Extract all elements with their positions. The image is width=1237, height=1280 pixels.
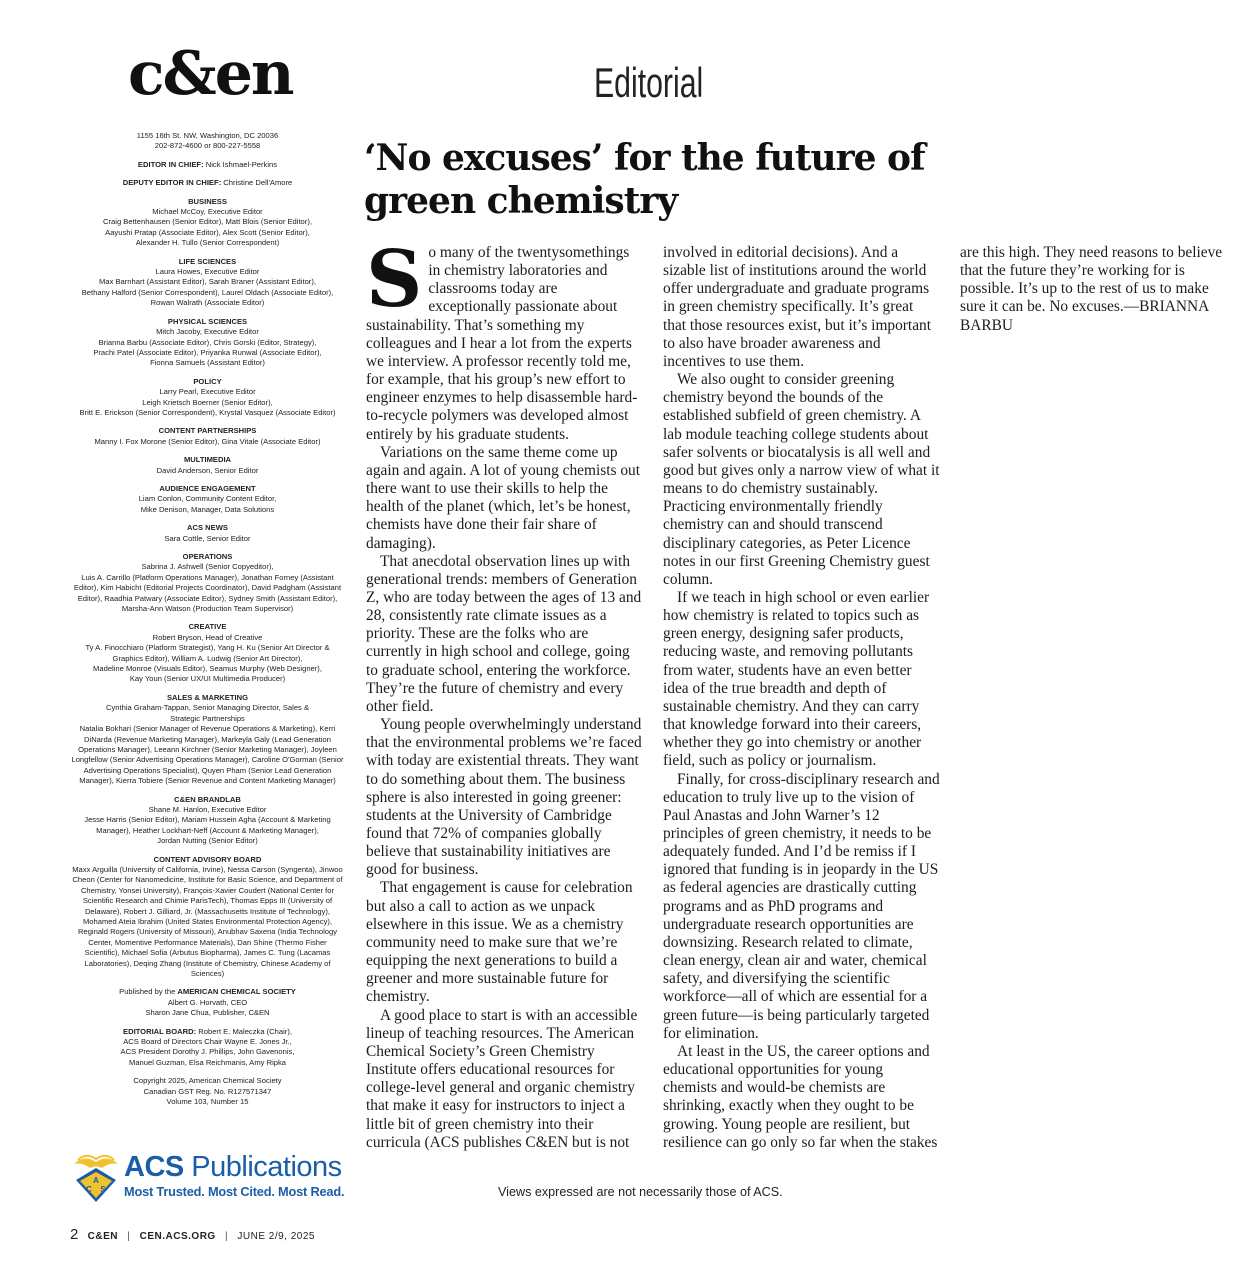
staff-section bbox=[70, 455, 345, 476]
staff-section bbox=[70, 855, 345, 980]
editorial-board bbox=[70, 1027, 345, 1069]
staff-section bbox=[70, 693, 345, 787]
staff-section bbox=[70, 257, 345, 309]
seal-letter-s: S bbox=[100, 1185, 106, 1194]
masthead bbox=[70, 131, 345, 1116]
article-paragraph: A good place to start is with an accessible lineup of teaching resources. The American Chemical Society’s Green Chemistry Institute offers educational resources for college-level general and organic chemistry that make it easy for instructors to inject a little bit of green chemistry into their curricula (ACS publishes C&EN but is not involved in editorial decisions). And a sizable list of institutions around the world offer undergraduate and graduate programs in green chemistry specifically. It’s great that those resources exist, but it’s important to also have broader awareness and incentives to use them. bbox=[366, 244, 932, 1151]
page-number: 2 bbox=[70, 1226, 79, 1243]
staff-sections bbox=[70, 197, 345, 980]
seal-letter-a: A bbox=[93, 1176, 99, 1185]
acs-tagline: Most Trusted. Most Cited. Most Read. bbox=[124, 1184, 345, 1199]
staff-section-heading: CONTENT PARTNERSHIPS bbox=[158, 426, 257, 436]
published-body: Albert G. Horvath, CEO Sharon Jane Chua, Publisher, C&EN bbox=[145, 997, 270, 1018]
acs-seal-icon bbox=[70, 1150, 122, 1206]
staff-section bbox=[70, 795, 345, 847]
staff-section-heading: CREATIVE bbox=[188, 622, 227, 632]
address: 1155 16th St. NW, Washington, DC 20036 bbox=[136, 131, 279, 140]
staff-section-body: Mitch Jacoby, Executive Editor Brianna Barbu (Associate Editor), Chris Gorski (Editor, Strategy), Prachi Patel (Associate Editor), Priyanka Runwal (Associate Editor), Fionna Samuels (Assistant Editor) bbox=[93, 327, 322, 368]
folio-separator: | bbox=[224, 1231, 229, 1242]
staff-section-body: Manny I. Fox Morone (Senior Editor), Gina Vitale (Associate Editor) bbox=[94, 436, 321, 446]
publisher-block bbox=[70, 987, 345, 1018]
published-org: AMERICAN CHEMICAL SOCIETY bbox=[177, 987, 296, 997]
article-paragraph: If we teach in high school or even earlier how chemistry is related to topics such as green energy, designing safer products, reducing waste, and removing pollutants from water, students have an even better idea of the true breadth and depth of sustainable chemistry. And they can carry that knowledge forward into their careers, whether they go into chemistry or another field, such as policy or journalism. bbox=[663, 588, 930, 770]
acs-wordmark-publications: Publications bbox=[191, 1151, 342, 1183]
staff-section-body: Michael McCoy, Executive Editor Craig Bettenhausen (Senior Editor), Matt Blois (Senior Editor), Aayushi Pratap (Associate Editor), Alex Scott (Senior Editor), Alexander H. Tullo (Senior Correspondent) bbox=[103, 207, 312, 248]
staff-section-heading: PHYSICAL SCIENCES bbox=[167, 316, 248, 326]
article-paragraph bbox=[366, 234, 643, 444]
acs-wordmark bbox=[124, 1150, 342, 1184]
article-body bbox=[366, 234, 1223, 1168]
deputy-editor-name: Christine Dell'Amore bbox=[223, 178, 293, 188]
staff-section-body: Sara Cottle, Senior Editor bbox=[164, 533, 251, 543]
staff-section bbox=[70, 317, 345, 369]
folio-separator: | bbox=[127, 1231, 131, 1242]
phone: 202-872-4600 or 800-227-5558 bbox=[154, 141, 261, 151]
headline: ‘No excuses’ for the future of green chemistry bbox=[364, 137, 925, 222]
article-paragraph: Finally, for cross-disciplinary research and education to truly live up to the vision of Paul Anastas and John Warner’s 12 principles of green chemistry, it needs to be adequately funded. And I’d be remiss if I ignored that funding is in jeopardy in the US as federal agencies are drastically cutting programs and as PhD programs and undergraduate research opportunities are downsizing. Research related to climate, clean energy, clean air and water, chemical safety, and diversifying the scientific workforce—all of which are essential for a green future—is being particularly targeted for elimination. bbox=[663, 770, 940, 1042]
staff-section bbox=[70, 484, 345, 515]
staff-section-heading: C&EN BRANDLAB bbox=[174, 794, 241, 804]
staff-section-body: Larry Pearl, Executive Editor Leigh Krietsch Boerner (Senior Editor), Britt E. Erickson (Senior Correspondent), Krystal Vasquez (Associate Editor) bbox=[79, 387, 336, 417]
folio-brand: C&EN bbox=[87, 1231, 118, 1242]
staff-section-heading: BUSINESS bbox=[188, 196, 227, 206]
seal-letter-c: C bbox=[86, 1185, 92, 1194]
editor-in-chief bbox=[70, 160, 345, 170]
deputy-editor bbox=[70, 178, 345, 188]
folio bbox=[70, 1226, 315, 1243]
published-prefix: Published by the bbox=[119, 987, 176, 997]
staff-section-heading: ACS NEWS bbox=[187, 523, 228, 533]
editorial-board-label: EDITORIAL BOARD: bbox=[123, 1026, 197, 1036]
staff-section-body: Maxx Arguilla (University of California, Irvine), Nessa Carson (Syngenta), Jinwoo Cheon (Center for Nanomedicine, Institute for Basic Science, and Department of Chemistry, Yonsei University), François-Xavier Coudert (National Center for Scientific Research and Chimie ParisTech), Thomas Epps III (University of Delaware), Robert J. Gilliard, Jr. (Massachusetts Institute of Technology), Mohamed Ateia Ibrahim (United States Environmental Protection Agency), Reginald Rogers (University of Missouri), Anubhav Saxena (India Technology Center, Momentive Performance Materials), Dan Shine (Thermo Fisher Scientific), Michael Sofia (Arbutus Biopharma), James C. Tung (Lacamas Laboratories), Deqing Zhang (Institute of Chemistry, Chinese Academy of Sciences) bbox=[72, 864, 343, 979]
staff-section-body: Robert Bryson, Head of Creative Ty A. Finocchiaro (Platform Strategist), Yang H. Ku (Senior Art Director & Graphics Editor), William A. Ludwig (Senior Art Director), Madeline Monroe (Visuals Editor), Seamus Murphy (Web Designer), Kay Youn (Senior UX/UI Multimedia Producer) bbox=[85, 632, 330, 684]
article-paragraph: That anecdotal observation lines up with generational trends: members of Generation Z, who are today between the ages of 13 and 28, consistently rate climate issues as a priority. These are the folks who are currently in high school and college, going to graduate school, entering the workforce. They’re the future of chemistry and every other field. bbox=[366, 552, 642, 715]
article-paragraph: Young people overwhelmingly understand that the environmental problems we’re faced with today are existential threats. They want to do something about them. The business sphere is also interested in going greener: students at the University of Cambridge found that 72% of companies globally believe that sustainability initiatives are good for business. bbox=[366, 716, 642, 879]
cen-logo: c&en bbox=[128, 39, 293, 109]
staff-section-body: David Anderson, Senior Editor bbox=[156, 465, 259, 475]
staff-section bbox=[70, 377, 345, 419]
paragraph-text: o many of the twentysomethings in chemistry laboratories and classrooms today are exceptionally passionate about sustainability. That’s something my colleagues and I hear a lot from the experts we interview. A professor recently told me, for example, that his group’s new effort to engineer enzymes to help disassemble hard-to-recycle polymers was developed almost entirely by his graduate students. bbox=[366, 244, 638, 443]
article-paragraph: At least in the US, the career options and educational opportunities for young chemists and would-be chemists are shrinking, exactly when they ought to be growing. Young people are resilient, but resilience can go only so far when the stakes are this high. They need reasons to believe that the future they’re working for is possible. It’s up to the rest of us to make sure it can be. No excuses.—BRIANNA BARBU bbox=[663, 244, 1223, 1151]
disclaimer: Views expressed are not necessarily those of ACS. bbox=[498, 1185, 783, 1199]
editor-in-chief-label: EDITOR IN CHIEF: bbox=[137, 159, 204, 169]
editorial-board-body: Robert E. Maleczka (Chair), ACS Board of Directors Chair Wayne E. Jones Jr., ACS President Dorothy J. Phillips, John Gavenonis, Manuel Guzman, Elsa Reichmanis, Amy Ripka bbox=[120, 1026, 295, 1067]
staff-section bbox=[70, 197, 345, 249]
folio-site: CEN.ACS.ORG bbox=[139, 1231, 216, 1242]
staff-section-body: Laura Howes, Executive Editor Max Barnhart (Assistant Editor), Sarah Braner (Assistant Editor), Bethany Halford (Senior Correspondent), Laurel Oldach (Associate Editor), Rowan Walrath (Associate Editor) bbox=[81, 267, 334, 308]
staff-section-heading: LIFE SCIENCES bbox=[178, 256, 237, 266]
folio-date: JUNE 2/9, 2025 bbox=[237, 1231, 315, 1242]
drop-cap: S bbox=[366, 234, 423, 325]
article-paragraph: That engagement is cause for celebration but also a call to action as we unpack elsewhere in this issue. We as a chemistry community need to make sure that we’re equipping the next generations to build a greener and more sustainable future for chemistry. bbox=[366, 879, 633, 1006]
deputy-editor-label: DEPUTY EDITOR IN CHIEF: bbox=[122, 178, 222, 188]
staff-section-body: Cynthia Graham-Tappan, Senior Managing Director, Sales & Strategic Partnerships Natalia Bokhari (Senior Manager of Revenue Operations & Marketing), Kerri DiNarda (Revenue Marketing Manager), Markeyla Galy (Lead Generation Operations Manager), Leeann Kirchner (Senior Marketing Manager), Joyleen Longfellow (Senior Advertising Operations Manager), Caroline O'Gorman (Senior Advertising Operations Specialist), Quyen Pham (Senior Lead Generation Manager), Kierra Tobiere (Senior Revenue and Content Marketing Manager) bbox=[71, 703, 344, 786]
staff-section-heading: AUDIENCE ENGAGEMENT bbox=[159, 483, 256, 493]
staff-section-heading: SALES & MARKETING bbox=[166, 692, 248, 702]
acs-wordmark-acs: ACS bbox=[124, 1151, 184, 1183]
staff-section-heading: POLICY bbox=[193, 376, 222, 386]
article-paragraph: We also ought to consider greening chemistry beyond the bounds of the established subfield of green chemistry. A lab module teaching college students about safer solvents or biocatalysis is all well and good but gives only a narrow view of what it means to do chemistry sustainably. Practicing environmentally friendly chemistry can and should transcend disciplinary categories, as Peter Licence notes in our first Greening Chemistry guest column. bbox=[663, 371, 940, 588]
staff-section-body: Sabrina J. Ashwell (Senior Copyeditor), Luis A. Carrillo (Platform Operations Manager), Jonathan Forney (Assistant Editor), Kim Habicht (Editorial Projects Coordinator), David Padgham (Assistant Editor), Raadhia Patwary (Associate Editor), Sydney Smith (Assistant Editor), Marsha-Ann Watson (Production Team Supervisor) bbox=[73, 562, 342, 614]
staff-section-heading: CONTENT ADVISORY BOARD bbox=[153, 854, 262, 864]
staff-section bbox=[70, 622, 345, 684]
staff-section-heading: MULTIMEDIA bbox=[183, 455, 232, 465]
staff-section-body: Liam Conlon, Community Content Editor, Mike Denison, Manager, Data Solutions bbox=[138, 494, 277, 514]
staff-section-body: Shane M. Hanlon, Executive Editor Jesse Harris (Senior Editor), Mariam Hussein Agha (Account & Marketing Manager), Heather Lockhart-Neff (Account & Marketing Manager), Jordan Nutting (Senior Editor) bbox=[84, 804, 331, 846]
section-label: Editorial bbox=[594, 59, 704, 106]
article-paragraph: Variations on the same theme come up again and again. A lot of young chemists out there want to use their skills to help the health of the planet (which, let’s be honest, chemists have done their fair share of damaging). bbox=[366, 443, 640, 552]
acs-publications-logo bbox=[70, 1150, 360, 1206]
copyright: Copyright 2025, American Chemical Society Canadian GST Reg. No. R127571347 Volume 103, Number 15 bbox=[133, 1076, 282, 1107]
staff-section bbox=[70, 426, 345, 447]
editor-in-chief-name: Nick Ishmael-Perkins bbox=[205, 159, 278, 169]
staff-section-heading: OPERATIONS bbox=[182, 552, 233, 561]
staff-section bbox=[70, 523, 345, 544]
staff-section bbox=[70, 552, 345, 614]
